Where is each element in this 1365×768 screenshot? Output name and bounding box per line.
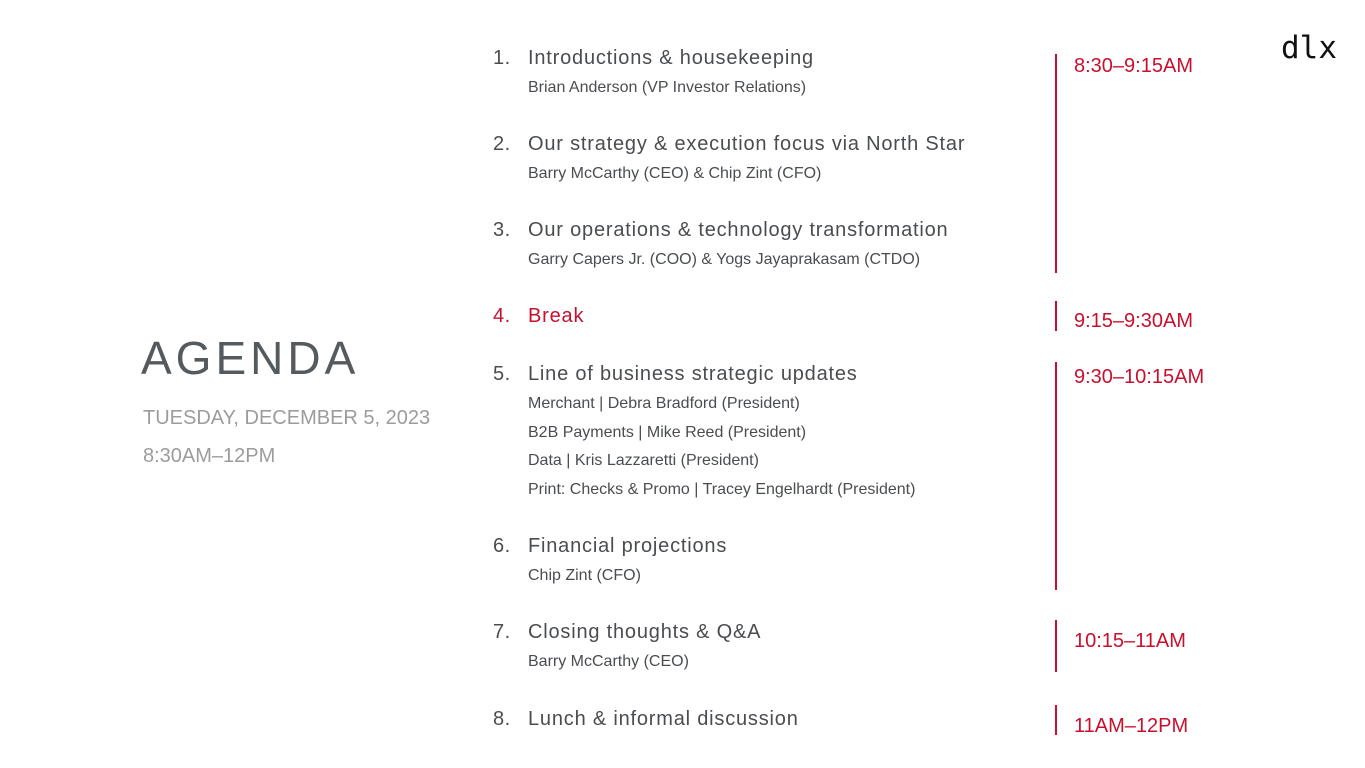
item-number: 5. — [493, 363, 511, 385]
speaker: B2B Payments | Mike Reed (President) — [528, 423, 807, 441]
page-title: AGENDA — [141, 332, 360, 384]
dlx-logo: dlx — [1281, 30, 1337, 66]
item-speakers — [528, 648, 689, 677]
item-title: Lunch & informal discussion — [528, 708, 799, 730]
timeline-bar — [1055, 301, 1057, 331]
item-number: 2. — [493, 133, 511, 155]
timeline-bar — [1055, 54, 1057, 273]
item-number: 4. — [493, 305, 511, 327]
item-title: Introductions & housekeeping — [528, 47, 814, 69]
item-title: Closing thoughts & Q&A — [528, 621, 762, 643]
item-speakers — [528, 160, 821, 189]
item-number: 6. — [493, 535, 511, 557]
speaker: Barry McCarthy (CEO) — [528, 653, 689, 670]
item-title: Line of business strategic updates — [528, 363, 858, 385]
item-number: 3. — [493, 219, 511, 241]
item-title: Break — [528, 305, 585, 327]
timeline-bar — [1055, 620, 1057, 672]
event-date: TUESDAY, DECEMBER 5, 2023 — [143, 407, 431, 429]
item-speakers — [528, 562, 641, 591]
speaker: Brian Anderson (VP Investor Relations) — [528, 79, 807, 96]
item-title: Our operations & technology transformation — [528, 219, 949, 241]
item-speakers — [528, 390, 915, 504]
speaker: Print: Checks & Promo | Tracey Engelhardt (President) — [528, 480, 916, 498]
event-hours: 8:30AM–12PM — [143, 445, 276, 467]
item-speakers — [528, 74, 806, 103]
item-number: 7. — [493, 621, 511, 643]
timeline-bar — [1055, 362, 1057, 590]
item-title: Financial projections — [528, 535, 728, 557]
speaker: Garry Capers Jr. (COO) & Yogs Jayaprakasam (CTDO) — [528, 251, 921, 268]
item-number: 8. — [493, 708, 511, 730]
time-slot: 8:30–9:15AM — [1074, 55, 1193, 77]
speaker: Barry McCarthy (CEO) & Chip Zint (CFO) — [528, 165, 822, 182]
time-slot: 11AM–12PM — [1074, 715, 1189, 737]
time-slot: 9:30–10:15AM — [1074, 366, 1205, 388]
item-speakers — [528, 246, 920, 275]
speaker: Data | Kris Lazzaretti (President) — [528, 452, 759, 469]
time-slot: 10:15–11AM — [1074, 630, 1186, 652]
item-number: 1. — [493, 47, 511, 69]
timeline-bar — [1055, 705, 1057, 735]
time-slot: 9:15–9:30AM — [1074, 310, 1193, 332]
speaker: Merchant | Debra Bradford (President) — [528, 395, 800, 412]
speaker: Chip Zint (CFO) — [528, 567, 641, 584]
item-title: Our strategy & execution focus via North Star — [528, 133, 966, 155]
